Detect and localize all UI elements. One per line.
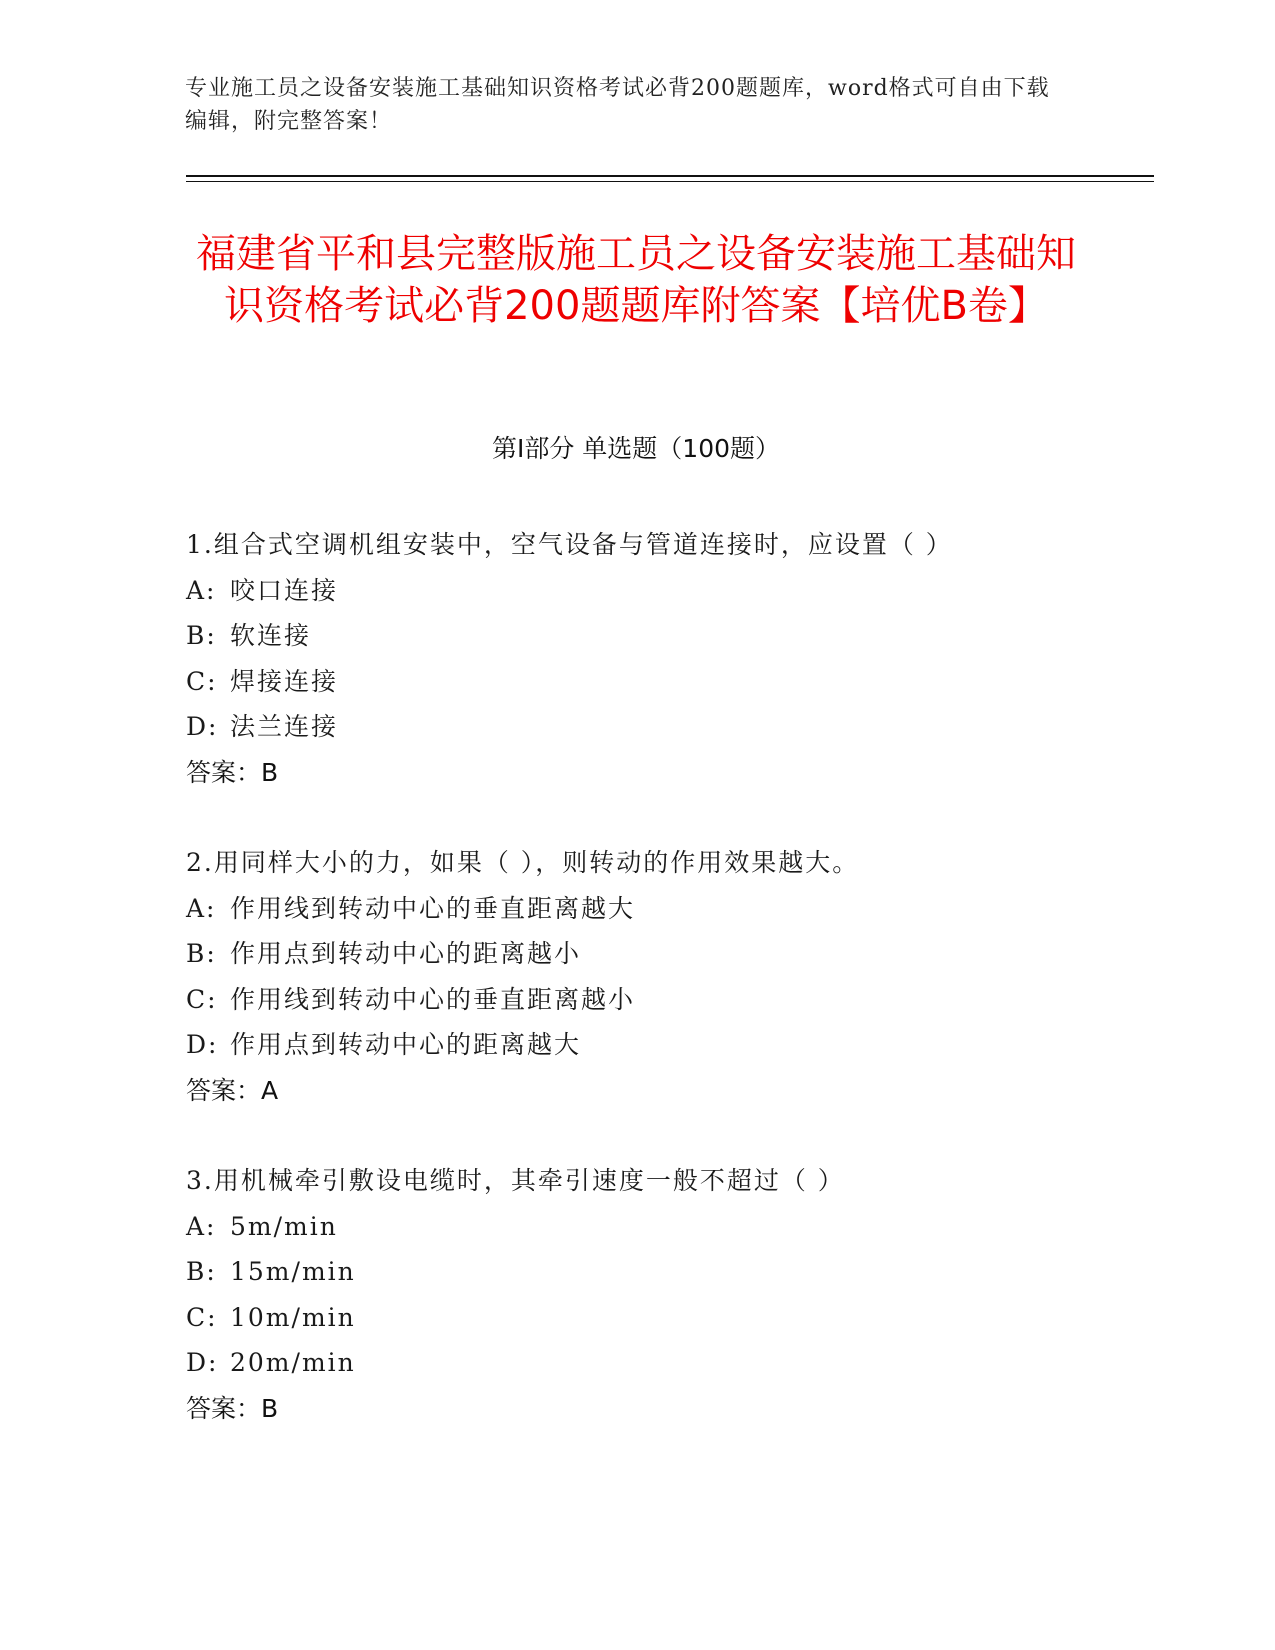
- question-list: [186, 522, 1146, 1476]
- header-note: 专业施工员之设备安装施工基础知识资格考试必背200题题库，word格式可自由下载编辑，附完整答案！: [185, 76, 1050, 134]
- section-title: 第Ⅰ部分 单选题（100题）: [491, 434, 781, 463]
- option-a: [186, 886, 1146, 932]
- option-d: [186, 704, 1146, 750]
- question-stem: 3.用机械牵引敷设电缆时，其牵引速度一般不超过（ ）: [186, 1166, 845, 1195]
- question-2: [186, 840, 1146, 1113]
- option-c: [186, 659, 1146, 705]
- option-b: [186, 1249, 1146, 1295]
- option-key: B:: [186, 1257, 217, 1286]
- question-stem: 1.组合式空调机组安装中，空气设备与管道连接时，应设置（ ）: [186, 530, 953, 559]
- option-a: [186, 1204, 1146, 1250]
- option-key: C:: [186, 984, 218, 1014]
- option-key: D:: [186, 712, 219, 741]
- option-key: C:: [186, 1302, 218, 1332]
- option-c: [186, 977, 1146, 1023]
- answer: 答案：B: [186, 1393, 279, 1423]
- question-stem: 2.用同样大小的力，如果（ ），则转动的作用效果越大。: [186, 848, 860, 877]
- option-text: 10m/min: [230, 1302, 356, 1332]
- header-rule-thin: [186, 181, 1154, 182]
- question-3: [186, 1158, 1146, 1431]
- option-text: 咬口连接: [230, 575, 339, 605]
- option-key: D:: [186, 1030, 219, 1059]
- option-text: 15m/min: [230, 1257, 356, 1286]
- option-key: A:: [186, 575, 217, 605]
- answer: 答案：B: [186, 757, 279, 787]
- option-text: 作用线到转动中心的垂直距离越小: [230, 984, 636, 1014]
- option-text: 作用线到转动中心的垂直距离越大: [230, 893, 636, 923]
- option-text: 焊接连接: [230, 666, 339, 696]
- option-key: B:: [186, 621, 217, 650]
- option-key: A:: [186, 1211, 217, 1241]
- option-key: D:: [186, 1348, 219, 1377]
- option-d: [186, 1340, 1146, 1386]
- option-d: [186, 1022, 1146, 1068]
- option-a: [186, 568, 1146, 614]
- question-1: [186, 522, 1146, 795]
- document-title: 福建省平和县完整版施工员之设备安装施工基础知识资格考试必背200题题库附答案【培优B卷】: [196, 231, 1076, 329]
- option-text: 5m/min: [230, 1211, 338, 1241]
- option-text: 软连接: [230, 621, 312, 650]
- option-key: A:: [186, 893, 217, 923]
- option-text: 作用点到转动中心的距离越大: [230, 1030, 582, 1059]
- option-key: B:: [186, 939, 217, 968]
- option-text: 作用点到转动中心的距离越小: [230, 939, 582, 968]
- option-b: [186, 931, 1146, 977]
- option-text: 法兰连接: [230, 712, 339, 741]
- option-text: 20m/min: [230, 1348, 356, 1377]
- option-c: [186, 1295, 1146, 1341]
- option-key: C:: [186, 666, 218, 696]
- option-b: [186, 613, 1146, 659]
- answer: 答案：A: [186, 1075, 279, 1105]
- header-rule-thick: [186, 175, 1154, 177]
